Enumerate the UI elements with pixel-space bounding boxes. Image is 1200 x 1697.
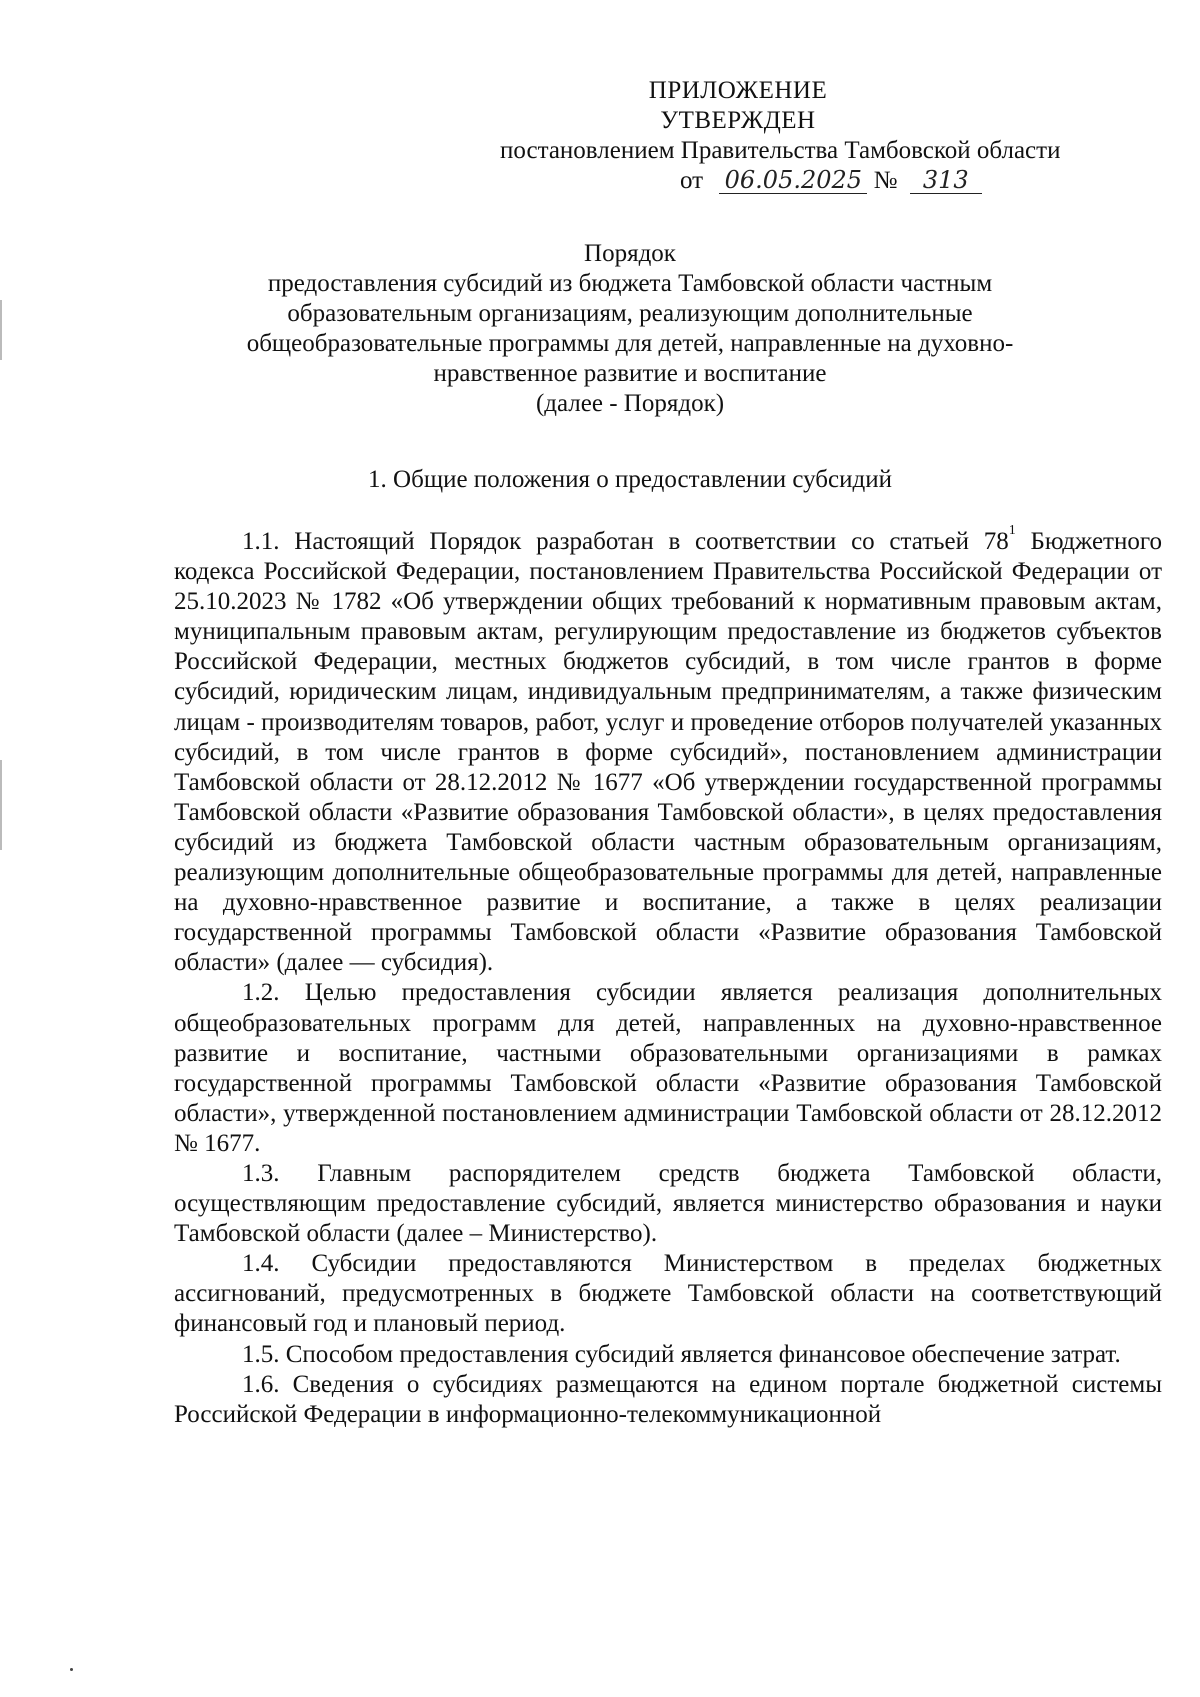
title-line: (далее - Порядок) xyxy=(535,390,725,417)
superscript: 1 xyxy=(1008,523,1016,538)
paragraph-1-6: 1.6. Сведения о субсидиях размещаются на едином портале бюджетной системы Российской Федерации в информационно-телекоммуникационной xyxy=(174,1370,1162,1428)
title-line: образовательным организациям, реализующим дополнительные xyxy=(287,300,973,327)
title-line: Порядок xyxy=(584,240,676,267)
paragraph-1-3: 1.3. Главным распорядителем средств бюджета Тамбовской области, осуществляющим предоставление субсидий, является министерство образования и науки Тамбовской области (далее – Министерство). xyxy=(174,1159,1162,1248)
document-body xyxy=(174,523,1162,1430)
paragraph-1-1: 1.1. Настоящий Порядок разработан в соответствии со статьей $78^1$ Бюджетного кодекса Российской Федерации, постановлением Правительства Российской Федерации от 25.10.2023 № 1782 «Об утверждении общих требований к нормативным правовым актам, муниципальным правовым актам, регулирующим предоставление из бюджетов субъектов Российской Федерации, местных бюджетов субсидий, в том числе грантов в форме субсидий, юридическим лицам, индивидуальным предпринимателям, а также физическим лицам - производителям товаров, работ, услуг и проведение отборов получателей указанных субсидий, в том числе грантов в форме субсидий», постановлением администрации Тамбовской области от 28.12.2012 № 1677 «Об утверждении государственной программы Тамбовской области «Развитие образования Тамбовской области», в целях предоставления субсидий из бюджета Тамбовской области частным образовательным организациям, реализующим дополнительные общеобразовательные программы для детей, направленные на духовно-нравственное развитие и воспитание, а также в целях реализации государственной программы Тамбовской области «Развитие образования Тамбовской области» (далее — субсидия). xyxy=(174,523,1162,977)
paragraph-1-4: 1.4. Субсидии предоставляются Министерством в пределах бюджетных ассигнований, предусмотренных в бюджете Тамбовской области на соответствующий финансовый год и плановый период. xyxy=(174,1250,1162,1338)
appendix-label: ПРИЛОЖЕНИЕ xyxy=(648,77,828,104)
approval-header xyxy=(500,76,1170,196)
document-title xyxy=(170,239,1090,419)
from-label: от xyxy=(680,167,704,194)
paragraph-1-2: 1.2. Целью предоставления субсидии является реализация дополнительных общеобразовательных программ для детей, направленных на духовно-нравственное развитие и воспитание, частными образовательными организациями в рамках государственной программы Тамбовской области «Развитие образования Тамбовской области», утвержденной постановлением администрации Тамбовской области от 28.12.2012 № 1677. xyxy=(174,979,1162,1157)
approved-label: УТВЕРЖДЕН xyxy=(660,107,816,134)
title-line: нравственное развитие и воспитание xyxy=(433,360,827,387)
scan-speck xyxy=(70,1668,73,1671)
title-line: предоставления субсидий из бюджета Тамбовской области частным xyxy=(267,270,993,297)
section-heading: 1. Общие положения о предоставлении субсидий xyxy=(368,466,892,493)
approved-by-line: постановлением Правительства Тамбовской области xyxy=(500,137,1061,164)
handwritten-date: 06.05.2025 xyxy=(719,168,867,194)
title-line: общеобразовательные программы для детей, направленные на духовно- xyxy=(246,330,1014,357)
handwritten-number: 313 xyxy=(910,168,982,194)
date-number-line xyxy=(500,166,1170,196)
scan-edge-mark xyxy=(0,300,2,360)
paragraph-1-5: 1.5. Способом предоставления субсидий является финансовое обеспечение затрат. xyxy=(242,1340,1121,1368)
scan-edge-mark xyxy=(0,760,2,850)
number-label: № xyxy=(873,167,898,194)
